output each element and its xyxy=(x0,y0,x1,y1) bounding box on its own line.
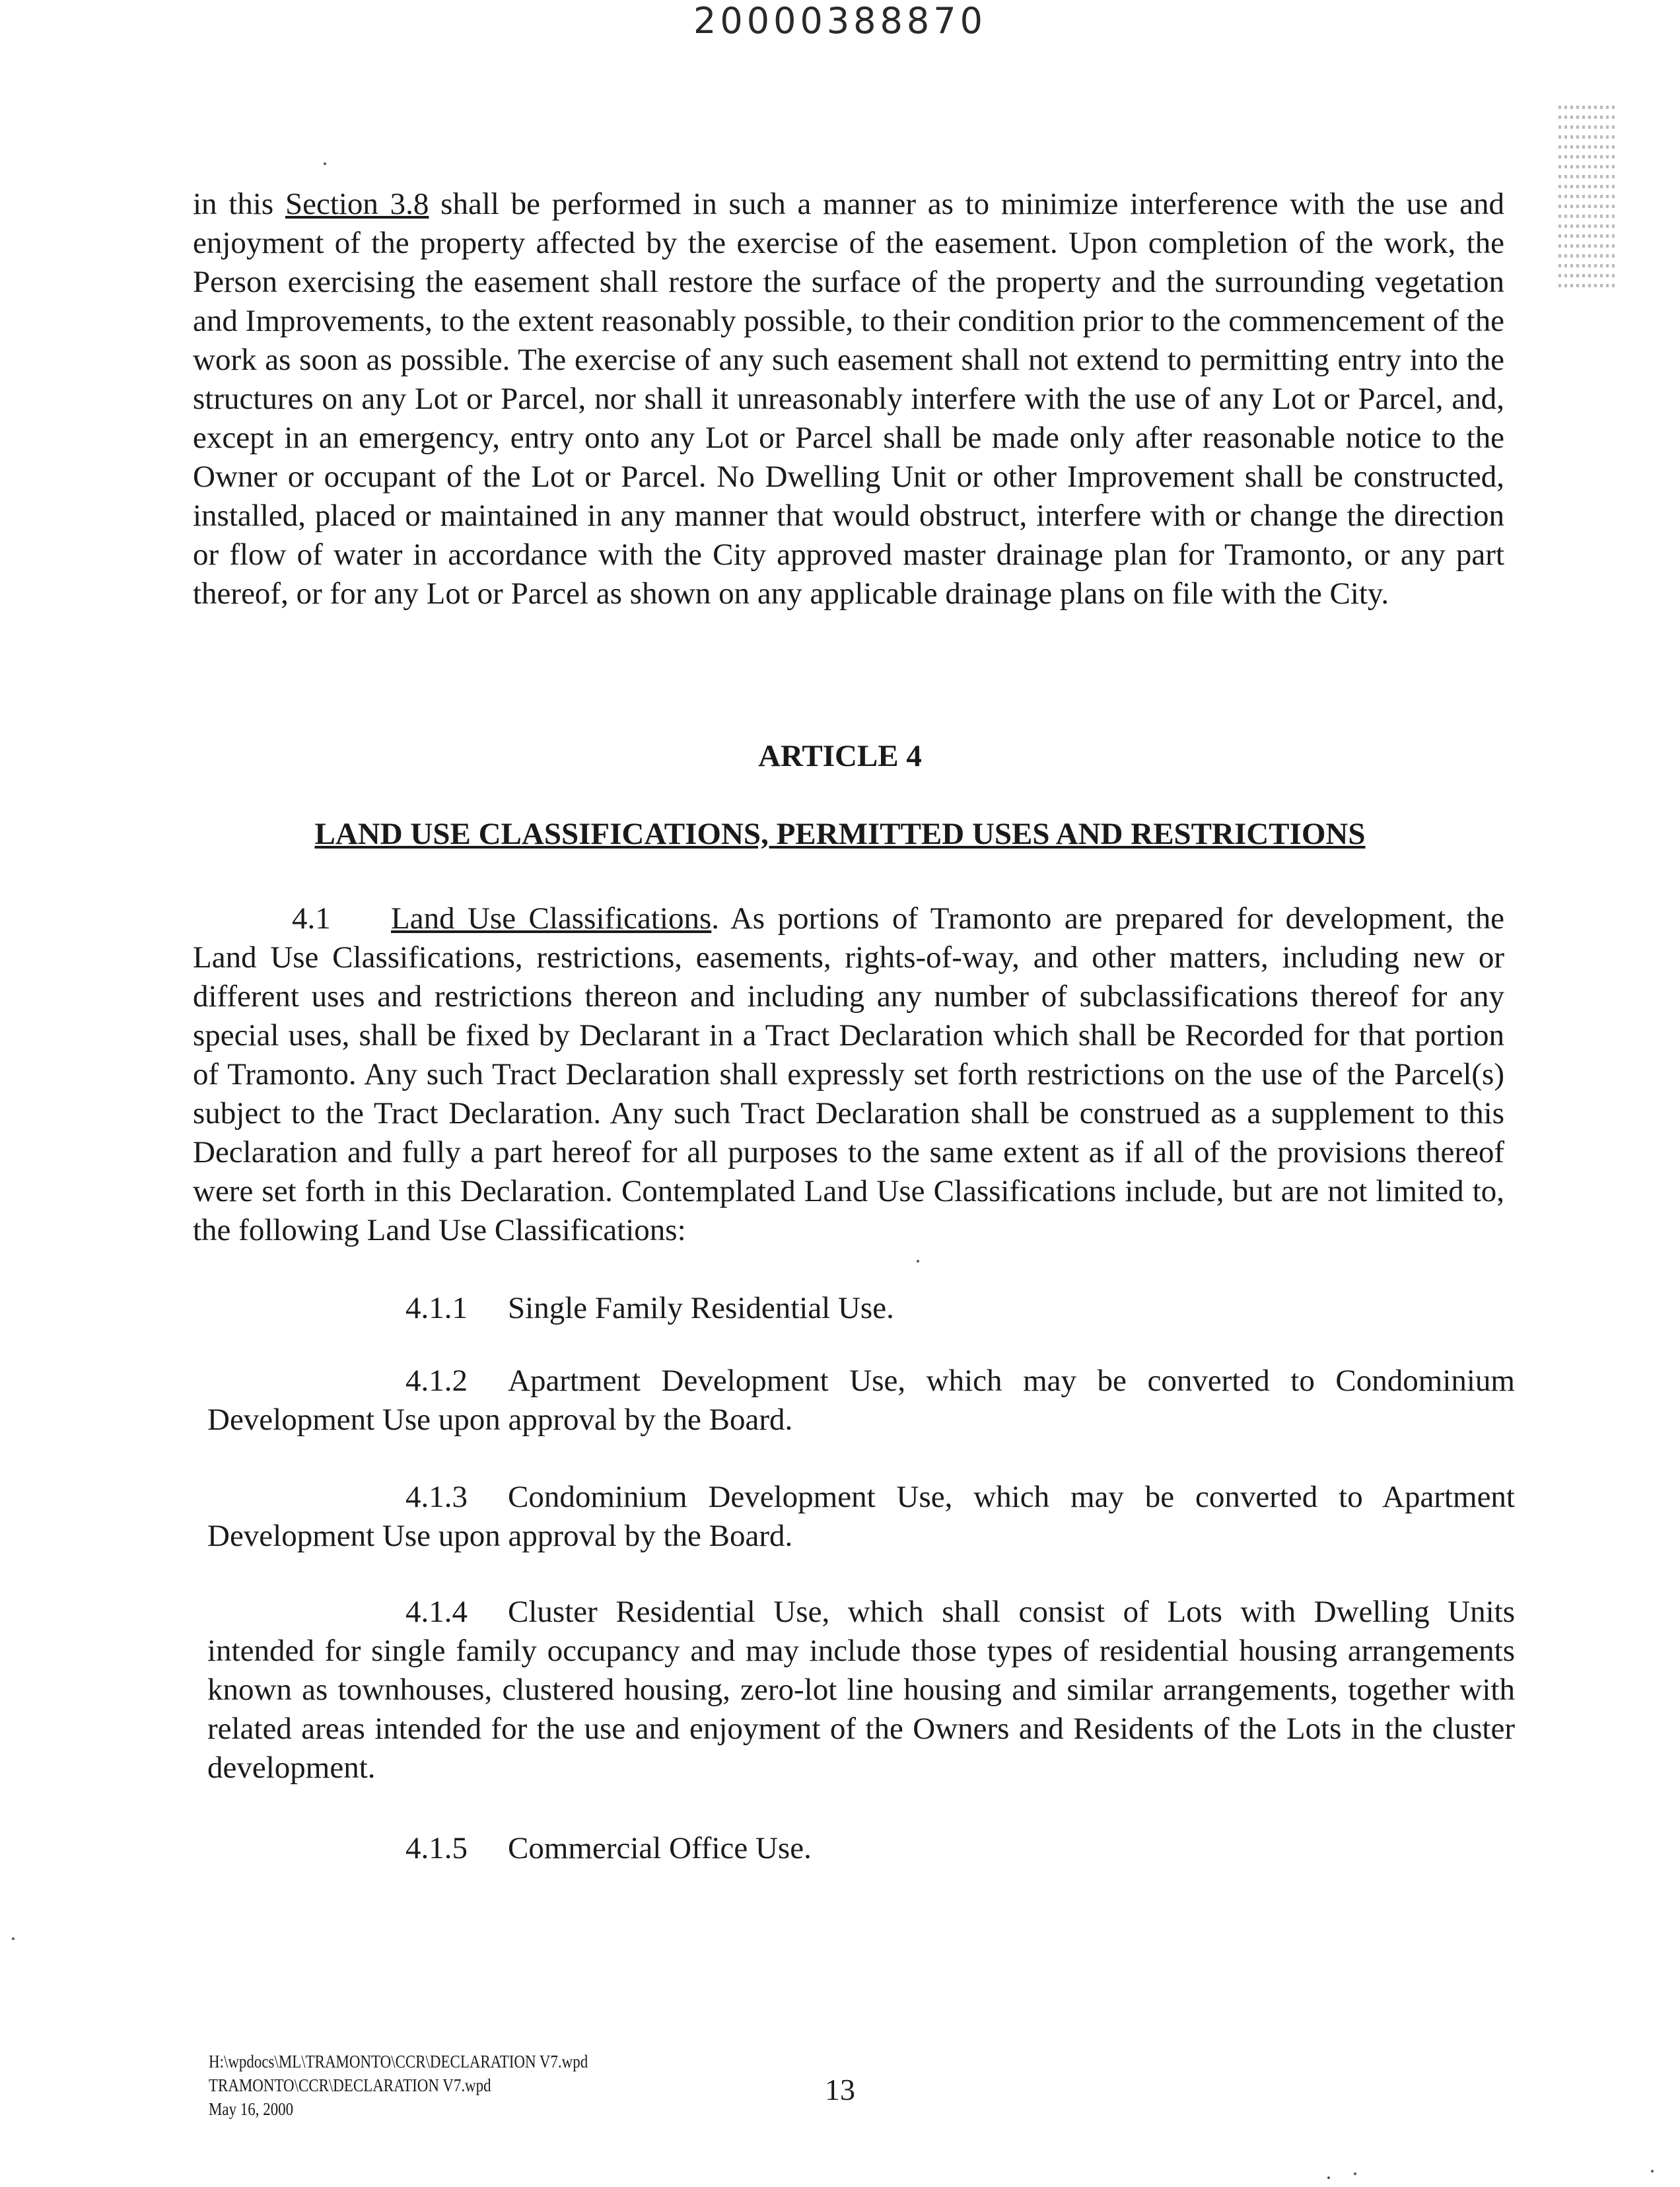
subsection-4-1-5 xyxy=(207,1829,1515,1868)
scan-speck xyxy=(1354,2172,1356,2175)
subsection-text: Commercial Office Use. xyxy=(508,1831,812,1865)
footer-date: May 16, 2000 xyxy=(209,2099,294,2119)
subsection-4-1-2 xyxy=(207,1362,1515,1440)
paragraph-continued xyxy=(193,185,1504,613)
subsection-number: 4.1.4 xyxy=(405,1595,468,1629)
subsection-text: Condominium Development Use, which may be converted to Apartment Development Use upon approval by the Board. xyxy=(207,1480,1515,1553)
section-number: 4.1 xyxy=(292,901,331,936)
subsection-4-1-1 xyxy=(207,1289,1515,1328)
section-title: Land Use Classifications xyxy=(391,901,712,936)
subsection-text: Cluster Residential Use, which shall consist of Lots with Dwelling Units intended for single family occupancy and may include those types of residential housing arrangements known as townhouses, clustered housing, zero-lot line housing and similar arrangements, together with related areas intended for the use and enjoyment of the Owners and Residents of the Lots in the cluster development. xyxy=(207,1595,1515,1785)
subsection-text: Single Family Residential Use. xyxy=(508,1291,894,1325)
subsection-number: 4.1.2 xyxy=(405,1364,468,1398)
page-number: 13 xyxy=(825,2073,855,2106)
scan-speck xyxy=(12,1937,15,1940)
footer-path-1: H:\wpdocs\ML\TRAMONTO\CCR\DECLARATION V7.wpd xyxy=(209,2052,588,2071)
subsection-number: 4.1.5 xyxy=(405,1831,468,1865)
article-title: LAND USE CLASSIFICATIONS, PERMITTED USES AND RESTRICTIONS xyxy=(314,817,1366,851)
scan-speck xyxy=(1651,2170,1654,2172)
paragraph-start-text: in this xyxy=(193,187,285,221)
scan-speck xyxy=(917,1260,919,1263)
subsection-text: Apartment Development Use, which may be converted to Condominium Development Use upon approval by the Board. xyxy=(207,1364,1515,1437)
scan-speck xyxy=(324,162,326,165)
recording-stamp-mark xyxy=(1558,99,1618,310)
subsection-4-1-3 xyxy=(207,1478,1515,1556)
subsection-number: 4.1.3 xyxy=(405,1480,468,1514)
document-number: 20000388870 xyxy=(693,0,987,42)
section-text: . As portions of Tramonto are prepared for development, the Land Use Classifications, restrictions, easements, rights-of-way, and other matters, including new or different uses and restrictions thereon and including any number of subclassifications thereof for any special uses, shall be fixed by Declarant in a Tract Declaration which shall be Recorded for that portion of Tramonto. Any such Tract Declaration shall expressly set forth restrictions on the use of the Parcel(s) subject to the Tract Declaration. Any such Tract Declaration shall be construed as a supplement to this Declaration and fully a part hereof for all purposes to the same extent as if all of the provisions thereof were set forth in this Declaration. Contemplated Land Use Classifications include, but are not limited to, the following Land Use Classifications: xyxy=(193,901,1504,1247)
footer-path-2: TRAMONTO\CCR\DECLARATION V7.wpd xyxy=(209,2075,491,2095)
article-heading: ARTICLE 4 xyxy=(758,739,922,773)
subsection-number: 4.1.1 xyxy=(405,1291,468,1325)
paragraph-rest-text: shall be performed in such a manner as to minimize interference with the use and enjoyment of the property affected by the exercise of the easement. Upon completion of the work, the Person exercising the easement shall restore the surface of the property and the surrounding vegetation and Improvements, to the extent reasonably possible, to their condition prior to the commencement of the work as soon as possible. The exercise of any such easement shall not extend to permitting entry into the structures on any Lot or Parcel, nor shall it unreasonably interfere with the use of any Lot or Parcel, and, except in an emergency, entry onto any Lot or Parcel shall be made only after reasonable notice to the Owner or occupant of the Lot or Parcel. No Dwelling Unit or other Improvement shall be constructed, installed, placed or maintained in any manner that would obstruct, interfere with or change the direction or flow of water in accordance with the City approved master drainage plan for Tramonto, or any part thereof, or for any Lot or Parcel as shown on any applicable drainage plans on file with the City. xyxy=(193,187,1504,611)
subsection-4-1-4 xyxy=(207,1593,1515,1788)
section-reference: Section 3.8 xyxy=(285,187,429,221)
scan-speck xyxy=(1327,2176,1330,2179)
section-4-1 xyxy=(193,899,1504,1250)
